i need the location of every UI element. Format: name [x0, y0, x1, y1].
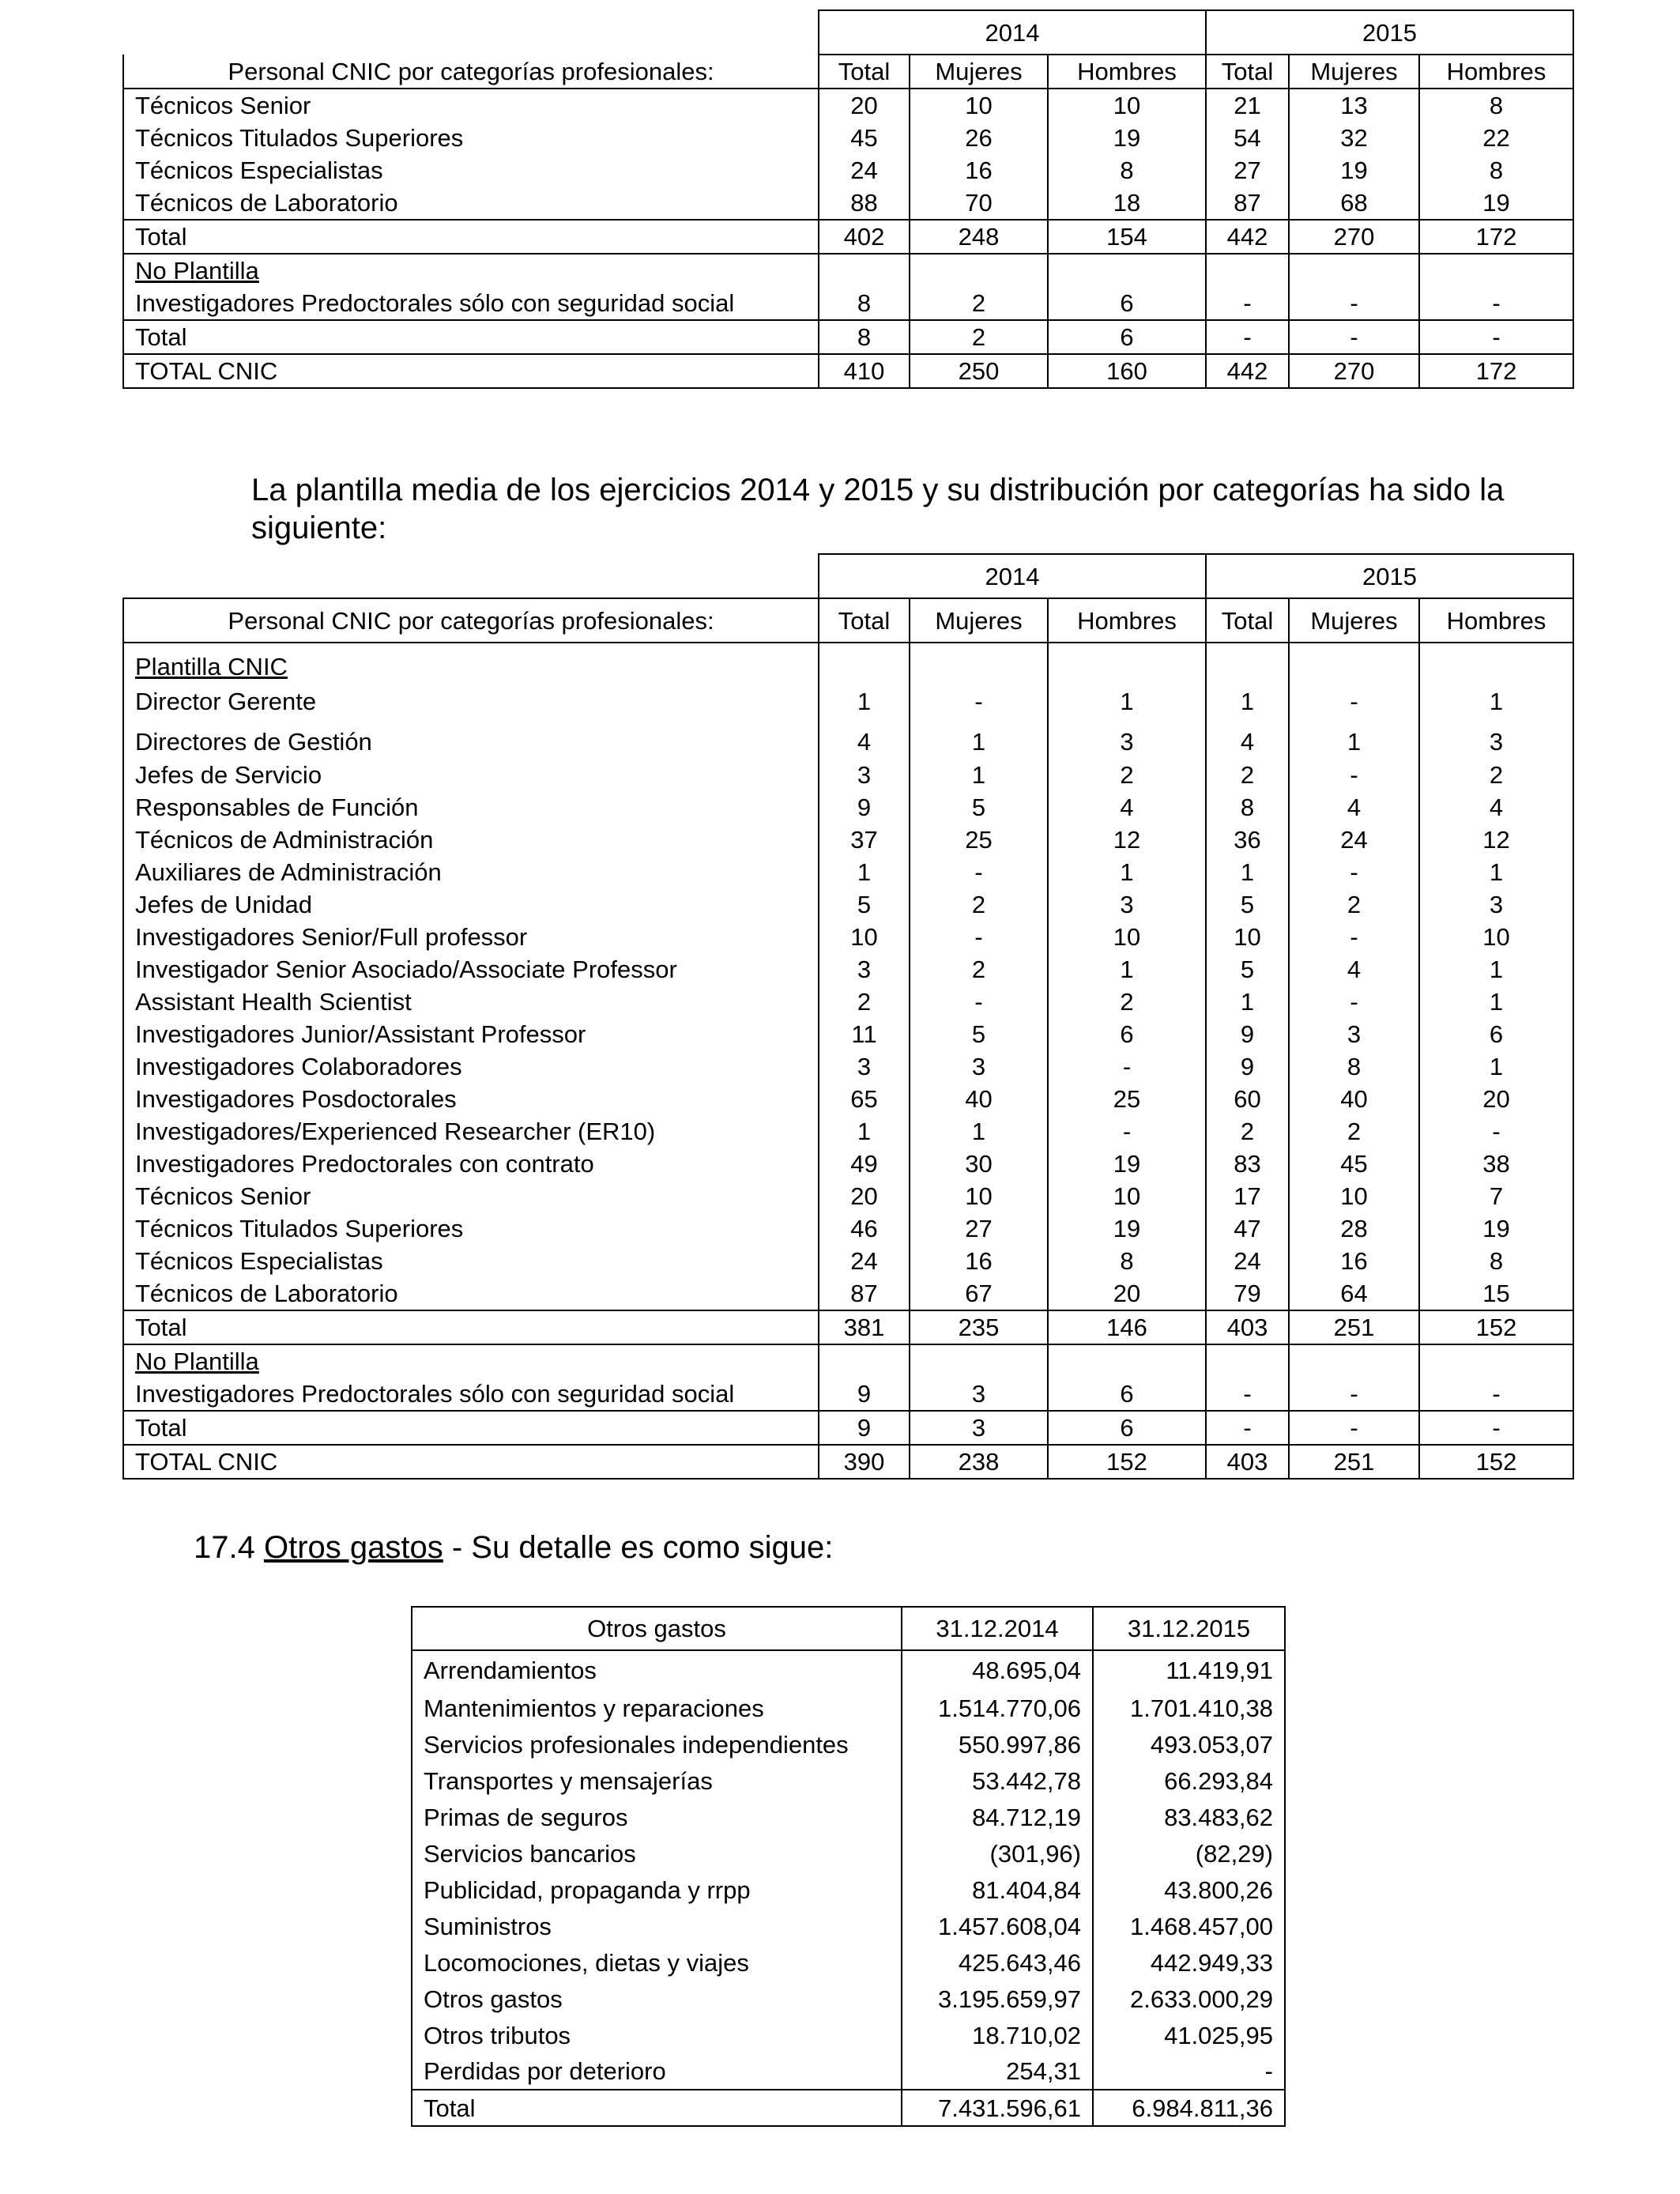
grand-total-row: TOTAL CNIC 390 238 152 403 251 152 — [123, 1445, 1573, 1479]
date-2014-header: 31.12.2014 — [902, 1607, 1093, 1650]
year-header-row — [123, 554, 1573, 598]
year-header-row — [123, 10, 1573, 55]
table-row: Investigadores Predoctorales con contrato 49 30 19 83 45 38 — [123, 1148, 1573, 1180]
table-row: Jefes de Servicio 3 1 2 2 - 2 — [123, 759, 1573, 791]
table-row: Técnicos Senior 20 10 10 17 10 7 — [123, 1180, 1573, 1212]
section-title: Otros gastos — [263, 1530, 443, 1565]
year-2014-header: 2014 — [819, 10, 1206, 55]
subtotal-row: Total 8 2 6 - - - — [123, 320, 1573, 354]
column-header-row — [412, 1607, 1285, 1650]
plantilla-label-row — [123, 643, 1573, 682]
table-row: Técnicos de Laboratorio 87 67 20 79 64 15 — [123, 1277, 1573, 1310]
table-row: Servicios bancarios (301,96) (82,29) — [412, 1835, 1285, 1872]
table-row: Técnicos Especialistas 24 16 8 24 16 8 — [123, 1245, 1573, 1277]
personnel-table-average — [122, 553, 1574, 1480]
no-plantilla-label-row — [123, 1344, 1573, 1378]
table-row: Investigadores Junior/Assistant Professor 11 5 6 9 3 6 — [123, 1018, 1573, 1050]
table-row: Investigadores Senior/Full professor 10 - 10 10 - 10 — [123, 921, 1573, 953]
total-2014-header: Total — [819, 598, 910, 643]
table-row: Responsables de Función 9 5 4 8 4 4 — [123, 791, 1573, 824]
table-row: Investigadores Colaboradores 3 3 - 9 8 1 — [123, 1050, 1573, 1083]
table-row: Otros gastos 3.195.659,97 2.633.000,29 — [412, 1981, 1285, 2017]
table-row: Director Gerente 1 - 1 1 - 1 — [123, 682, 1573, 720]
date-2015-header: 31.12.2015 — [1093, 1607, 1285, 1650]
table-row: Assistant Health Scientist 2 - 2 1 - 1 — [123, 986, 1573, 1018]
section-heading — [194, 1529, 833, 1566]
column-header-row — [123, 55, 1573, 89]
table-row: Investigadores Predoctorales sólo con seguridad social 9 3 6 - - - — [123, 1378, 1573, 1411]
table-row: Investigadores/Experienced Researcher (ER10) 1 1 - 2 2 - — [123, 1115, 1573, 1148]
year-2015-header: 2015 — [1206, 10, 1573, 55]
column-header-row — [123, 598, 1573, 643]
subtotal-row: Total 9 3 6 - - - — [123, 1411, 1573, 1445]
table-row: Servicios profesionales independientes 550.997,86 493.053,07 — [412, 1726, 1285, 1762]
total-row: Total 381 235 146 403 251 152 — [123, 1310, 1573, 1344]
table-row: Jefes de Unidad 5 2 3 5 2 3 — [123, 888, 1573, 921]
concept-column-header: Otros gastos — [412, 1607, 902, 1650]
table-row: Publicidad, propaganda y rrpp 81.404,84 43.800,26 — [412, 1872, 1285, 1908]
table-row: Suministros 1.457.608,04 1.468.457,00 — [412, 1908, 1285, 1944]
year-2014-header: 2014 — [819, 554, 1206, 598]
section-description: - Su detalle es como sigue: — [443, 1530, 834, 1565]
table-row: Técnicos Titulados Superiores 45 26 19 54 32 22 — [123, 122, 1573, 154]
table-row: Técnicos Especialistas 24 16 8 27 19 8 — [123, 154, 1573, 187]
total-2015-header: Total — [1206, 55, 1289, 89]
women-2014-header: Mujeres — [910, 598, 1048, 643]
plantilla-cnic-label: Plantilla CNIC — [123, 643, 819, 682]
average-staff-paragraph: La plantilla media de los ejercicios 2014 y 2015 y su distribución por categorías ha sido la siguiente: — [251, 473, 1505, 545]
table-row: Técnicos Senior 20 10 10 21 13 8 — [123, 89, 1573, 122]
personnel-table-year-end — [122, 9, 1574, 389]
year-2015-header: 2015 — [1206, 554, 1573, 598]
men-2014-header: Hombres — [1048, 55, 1206, 89]
men-2014-header: Hombres — [1048, 598, 1206, 643]
women-2014-header: Mujeres — [910, 55, 1048, 89]
category-column-header: Personal CNIC por categorías profesionales: — [123, 55, 819, 89]
no-plantilla-label: No Plantilla — [123, 254, 819, 287]
table-row: Mantenimientos y reparaciones 1.514.770,06 1.701.410,38 — [412, 1690, 1285, 1726]
table-row: Técnicos de Administración 37 25 12 36 24 12 — [123, 824, 1573, 856]
table-row: Auxiliares de Administración 1 - 1 1 - 1 — [123, 856, 1573, 888]
total-row: Total 402 248 154 442 270 172 — [123, 220, 1573, 254]
women-2015-header: Mujeres — [1289, 598, 1419, 643]
table-row: Primas de seguros 84.712,19 83.483,62 — [412, 1799, 1285, 1835]
table-row: Perdidas por deterioro 254,31 - — [412, 2053, 1285, 2090]
table-row: Técnicos de Laboratorio 88 70 18 87 68 19 — [123, 187, 1573, 220]
men-2015-header: Hombres — [1419, 598, 1573, 643]
table-row: Investigadores Predoctorales sólo con seguridad social 8 2 6 - - - — [123, 287, 1573, 320]
total-2015-header: Total — [1206, 598, 1289, 643]
table-row: Directores de Gestión 4 1 3 4 1 3 — [123, 720, 1573, 759]
no-plantilla-label-row — [123, 254, 1573, 287]
category-column-header: Personal CNIC por categorías profesionales: — [123, 598, 819, 643]
table-row: Otros tributos 18.710,02 41.025,95 — [412, 2017, 1285, 2053]
no-plantilla-label: No Plantilla — [123, 1344, 819, 1378]
table-row: Investigadores Posdoctorales 65 40 25 60 40 20 — [123, 1083, 1573, 1115]
section-number: 17.4 — [194, 1530, 255, 1565]
table-row: Investigador Senior Asociado/Associate Professor 3 2 1 5 4 1 — [123, 953, 1573, 986]
grand-total-row: TOTAL CNIC 410 250 160 442 270 172 — [123, 354, 1573, 388]
men-2015-header: Hombres — [1419, 55, 1573, 89]
total-2014-header: Total — [819, 55, 910, 89]
table-row: Locomociones, dietas y viajes 425.643,46 442.949,33 — [412, 1944, 1285, 1981]
other-expenses-table — [411, 1606, 1286, 2127]
total-row: Total 7.431.596,61 6.984.811,36 — [412, 2090, 1285, 2126]
table-row: Arrendamientos 48.695,04 11.419,91 — [412, 1650, 1285, 1690]
table-row: Técnicos Titulados Superiores 46 27 19 47 28 19 — [123, 1212, 1573, 1245]
table-row: Transportes y mensajerías 53.442,78 66.293,84 — [412, 1762, 1285, 1799]
women-2015-header: Mujeres — [1289, 55, 1419, 89]
